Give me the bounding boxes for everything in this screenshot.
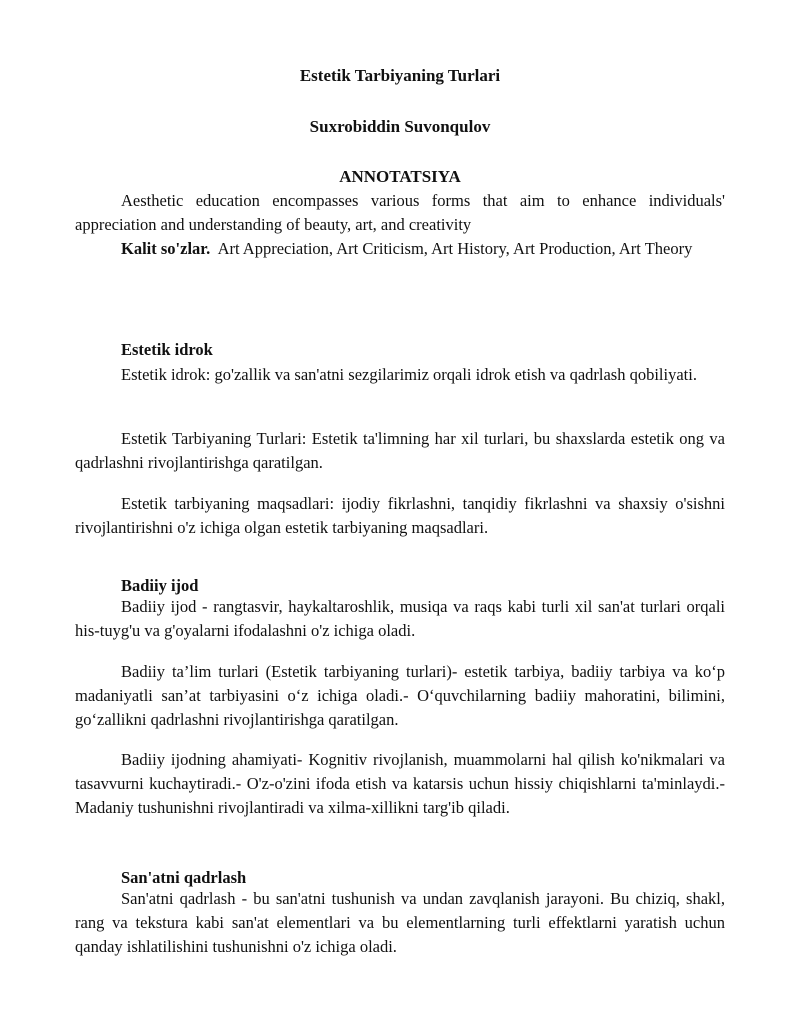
section-heading-estetik-idrok: Estetik idrok	[121, 340, 213, 359]
keywords-paragraph	[75, 237, 725, 261]
section-heading-sanatni-qadrlash: San'atni qadrlash	[121, 868, 247, 887]
section-paragraph: Badiiy ijod - rangtasvir, haykaltaroshlik, musiqa va raqs kabi turli xil san'at turlari orqali his-tuyg'u va g'oyalarni ifodalashni o'z ichiga oladi.	[75, 597, 725, 640]
section-paragraph: Estetik idrok: go'zallik va san'atni sezgilarimiz orqali idrok etish va qadrlash qobiliyati.	[121, 365, 697, 384]
section-paragraph: Badiiy ta’lim turlari (Estetik tarbiyaning turlari)- estetik tarbiya, badiiy tarbiya va ko‘p madaniyatli san’at tarbiyasini o‘z ichiga oladi.- O‘quvchilarning badiiy mahoratini, bilimini, go‘zallikni qadrlashni rivojlantirishga qaratilgan.	[75, 662, 725, 729]
annotation-text: Aesthetic education encompasses various forms that aim to enhance individuals' appreciation and understanding of beauty, art, and creativity	[75, 191, 725, 234]
annotation-heading: ANNOTATSIYA	[339, 167, 461, 186]
section-paragraph: Estetik tarbiyaning maqsadlari: ijodiy fikrlashni, tanqidiy fikrlashni va shaxsiy o'sishni rivojlantirishni o'z ichiga olgan estetik tarbiyaning maqsadlari.	[75, 494, 725, 537]
section-paragraph: San'atni qadrlash - bu san'atni tushunish va undan zavqlanish jarayoni. Bu chiziq, shakl, rang va tekstura kabi san'at elementlari va bu elementlarning turli effektlarni yaratish uchun qanday ishlatilishini tushunishni o'z ichiga oladi.	[75, 889, 725, 956]
keywords-text: Art Appreciation, Art Criticism, Art History, Art Production, Art Theory	[217, 239, 693, 258]
section-paragraph: Estetik Tarbiyaning Turlari: Estetik ta'limning har xil turlari, bu shaxslarda estetik ong va qadrlashni rivojlantirishga qaratilgan.	[75, 429, 725, 472]
section-paragraph: Badiiy ijodning ahamiyati- Kognitiv rivojlanish, muammolarni hal qilish ko'nikmalari va tasavvurni kuchaytiradi.- O'z-o'zini ifoda etish va katarsis uchun hissiy chiqishlarni ta'minlaydi.- Madaniy tushunishni rivojlantiradi va xilma-xillikni targ'ib qiladi.	[75, 750, 725, 817]
author-name: Suxrobiddin Suvonqulov	[309, 117, 491, 136]
section-heading-badiiy-ijod: Badiiy ijod	[121, 576, 199, 595]
keywords-label: Kalit so'zlar.	[121, 239, 211, 258]
document-title: Estetik Tarbiyaning Turlari	[299, 66, 501, 85]
